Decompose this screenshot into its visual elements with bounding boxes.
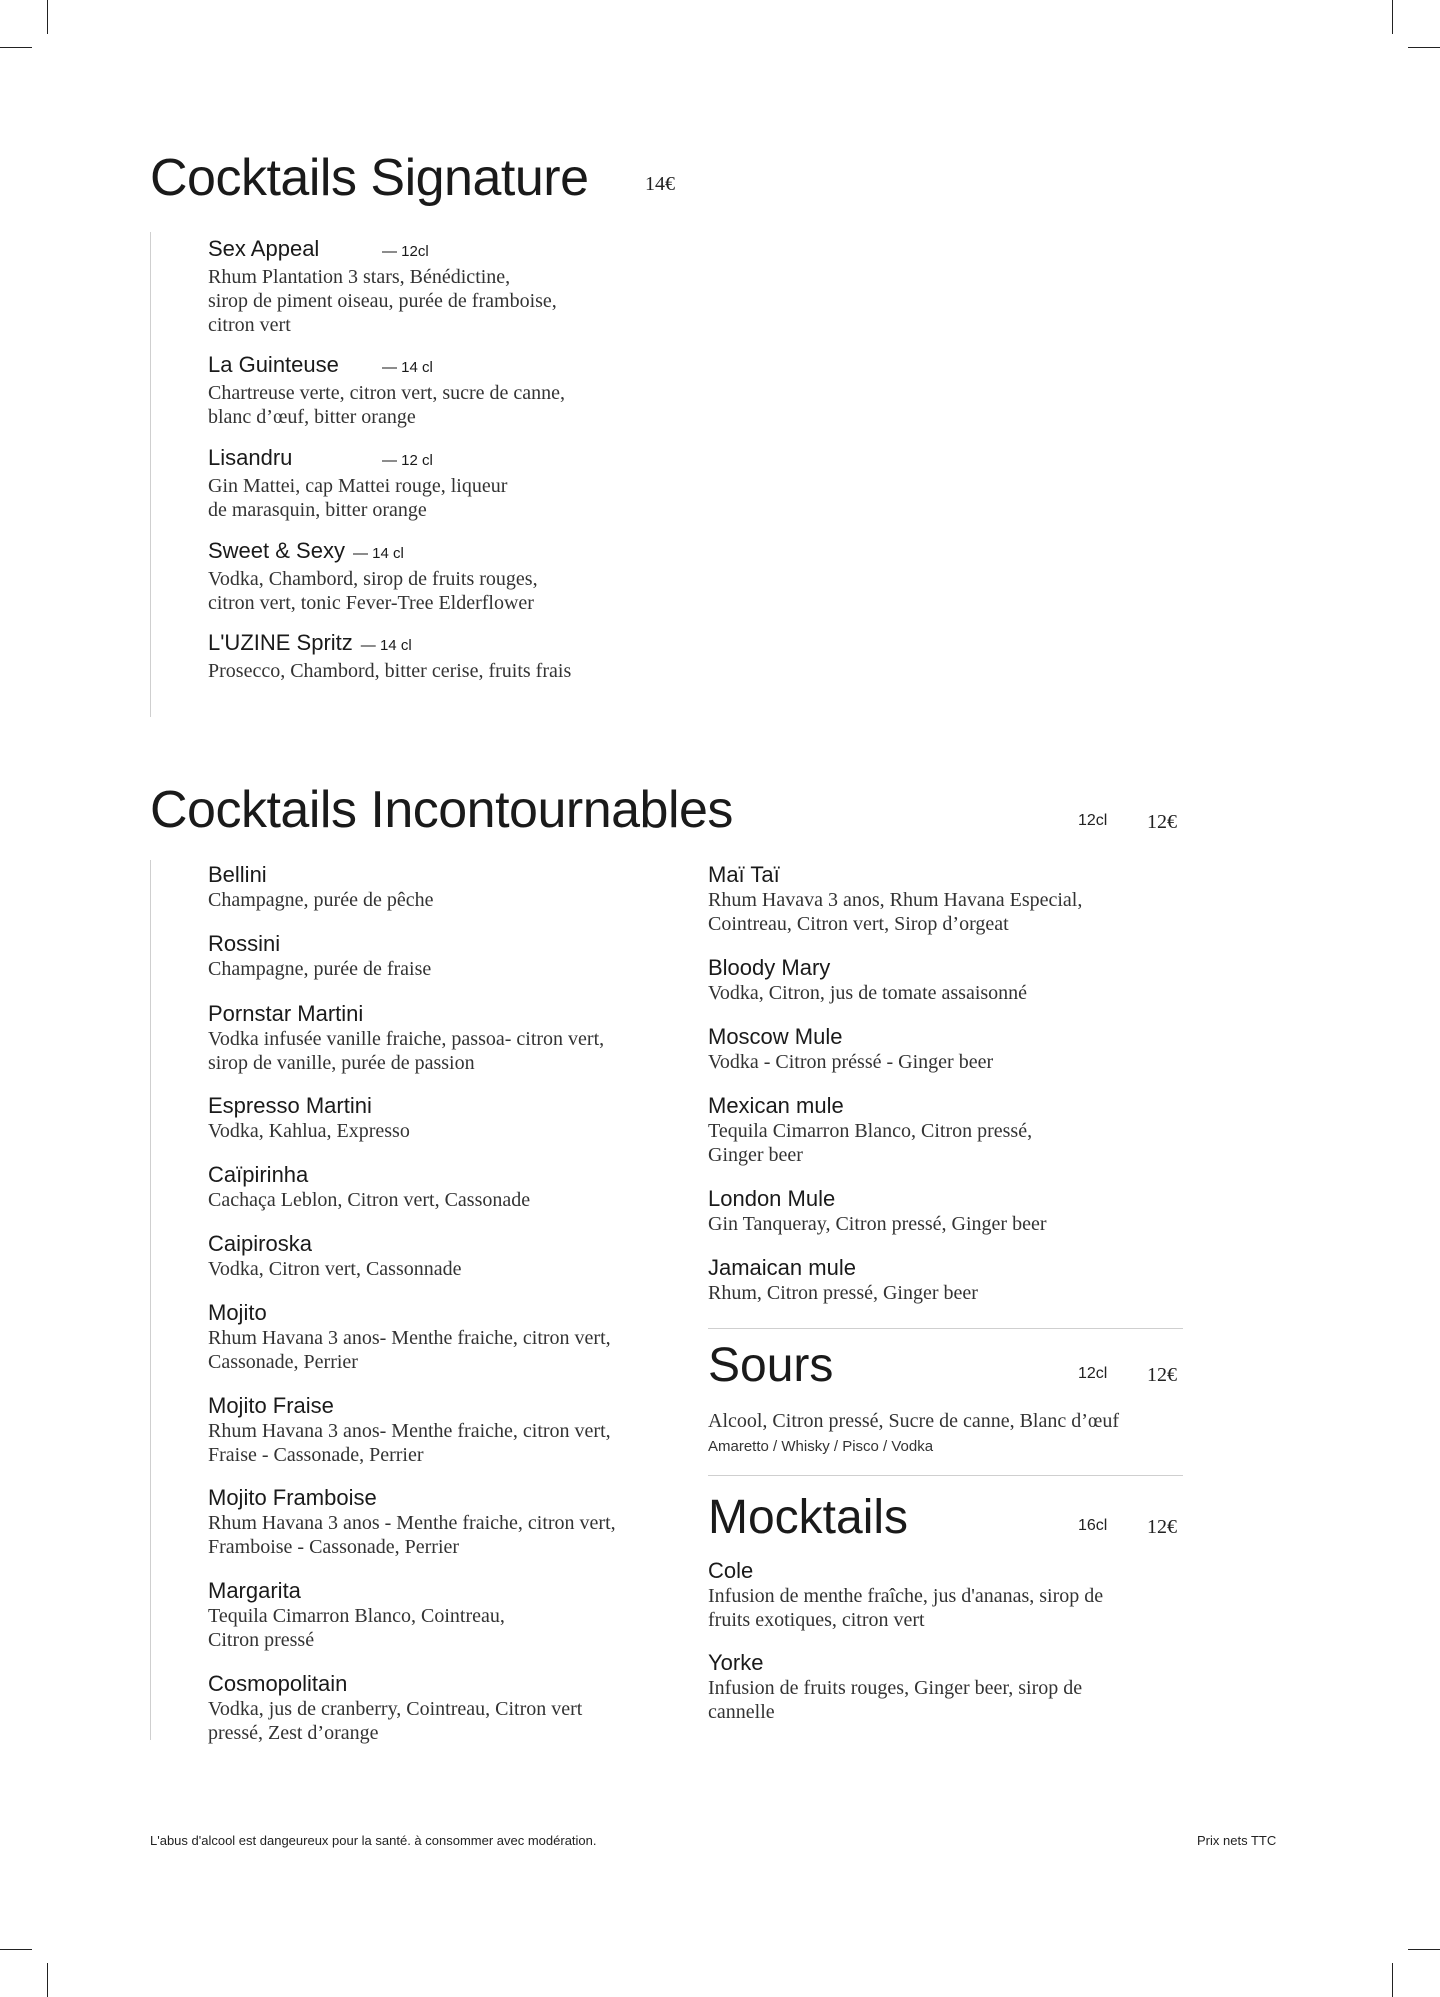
item-description: Chartreuse verte, citron vert, sucre de canne, blanc d’œuf, bitter orange (208, 382, 566, 428)
cocktail-item (208, 931, 688, 981)
signature-divider-line (150, 232, 151, 717)
cocktail-item (208, 1001, 688, 1075)
item-name: L'UZINE Spritz (208, 630, 353, 655)
item-name: Mojito Fraise (208, 1393, 334, 1418)
item-volume: — 12 cl (382, 452, 433, 469)
item-description: Rhum Plantation 3 stars, Bénédictine, sirop de piment oiseau, purée de framboise, citron vert (208, 266, 557, 336)
item-volume: — 14 cl (360, 637, 412, 654)
incontournables-divider-line (150, 860, 151, 1740)
item-description: Prosecco, Chambord, bitter cerise, fruits frais (208, 660, 572, 682)
alcohol-disclaimer: L'abus d'alcool est dangeureux pour la santé. à consommer avec modération. (150, 1833, 597, 1848)
item-name: Lisandru (208, 445, 293, 470)
item-name: Moscow Mule (708, 1024, 843, 1049)
mocktails-price: 12€ (1147, 1516, 1177, 1538)
item-name: Mexican mule (708, 1093, 844, 1118)
item-description: Gin Tanqueray, Citron pressé, Ginger beer (708, 1213, 1047, 1235)
crop-mark (1408, 47, 1440, 48)
item-name: Caipiroska (208, 1231, 312, 1256)
item-description: Champagne, purée de pêche (208, 889, 434, 911)
item-volume: — 14 cl (352, 545, 404, 562)
item-name: Maï Taï (708, 862, 780, 887)
signature-item (208, 445, 768, 522)
item-name: Sweet & Sexy (208, 538, 345, 563)
mocktails-title: Mocktails (708, 1491, 909, 1544)
item-description: Rhum Havana 3 anos- Menthe fraiche, citron vert, Cassonade, Perrier (208, 1327, 611, 1373)
cocktail-item (708, 862, 1188, 936)
prices-note: Prix nets TTC (1197, 1833, 1277, 1848)
item-description: Cachaça Leblon, Citron vert, Cassonade (208, 1189, 531, 1211)
crop-mark (0, 47, 32, 48)
item-name: Margarita (208, 1578, 301, 1603)
item-name: Mojito (208, 1300, 267, 1325)
signature-item (208, 236, 768, 337)
item-description: Rhum, Citron pressé, Ginger beer (708, 1282, 978, 1304)
item-description: Rhum Havana 3 anos- Menthe fraiche, citron vert, Fraise - Cassonade, Perrier (208, 1420, 611, 1466)
item-name: Cosmopolitain (208, 1671, 348, 1696)
item-volume: — 14 cl (382, 359, 433, 376)
item-name: Jamaican mule (708, 1255, 856, 1280)
item-name: Caïpirinha (208, 1162, 309, 1187)
cocktail-item (708, 1024, 1188, 1074)
cocktail-item (708, 1186, 1188, 1236)
cocktail-item (708, 1093, 1188, 1167)
item-name: La Guinteuse (208, 352, 339, 377)
item-volume: — 12cl (382, 243, 429, 260)
cocktail-item (208, 1162, 688, 1212)
item-name: Bellini (208, 862, 267, 887)
item-description: Infusion de menthe fraîche, jus d'ananas, sirop de fruits exotiques, citron vert (708, 1585, 1104, 1631)
item-description: Rhum Havana 3 anos - Menthe fraiche, citron vert, Framboise - Cassonade, Perrier (208, 1512, 616, 1558)
item-description: Vodka, Kahlua, Expresso (208, 1120, 410, 1142)
item-description: Vodka, Citron, jus de tomate assaisonné (708, 982, 1028, 1004)
cocktail-item (208, 1300, 688, 1374)
item-name: Cole (708, 1558, 754, 1583)
sours-variants: Amaretto / Whisky / Pisco / Vodka (708, 1438, 934, 1455)
mocktails-separator (708, 1475, 1183, 1476)
item-description: Vodka, Citron vert, Cassonnade (208, 1258, 462, 1280)
cocktail-item (708, 1255, 1188, 1305)
item-name: Mojito Framboise (208, 1485, 377, 1510)
signature-item (208, 630, 768, 683)
sours-description: Alcool, Citron pressé, Sucre de canne, Blanc d’œuf (708, 1410, 1119, 1432)
item-description: Rhum Havava 3 anos, Rhum Havana Especial, Cointreau, Citron vert, Sirop d’orgeat (708, 889, 1083, 935)
crop-mark (47, 0, 48, 34)
sours-title: Sours (708, 1339, 834, 1392)
item-name: Espresso Martini (208, 1093, 372, 1118)
item-name: Bloody Mary (708, 955, 831, 980)
signature-item (208, 352, 768, 429)
item-name: Sex Appeal (208, 236, 320, 261)
item-name: London Mule (708, 1186, 836, 1211)
cocktail-item (208, 1578, 688, 1652)
cocktail-item (208, 1393, 688, 1467)
item-description: Tequila Cimarron Blanco, Citron pressé, Ginger beer (708, 1120, 1033, 1166)
item-description: Tequila Cimarron Blanco, Cointreau, Citron pressé (208, 1605, 505, 1651)
cocktail-item (208, 862, 688, 912)
crop-mark (1392, 0, 1393, 34)
sours-volume: 12cl (1078, 1365, 1108, 1382)
item-description: Vodka - Citron préssé - Ginger beer (708, 1051, 994, 1073)
item-name: Pornstar Martini (208, 1001, 364, 1026)
crop-mark (1408, 1949, 1440, 1950)
crop-mark (47, 1963, 48, 1997)
mocktails-volume: 16cl (1078, 1517, 1108, 1534)
sours-price: 12€ (1147, 1364, 1177, 1386)
signature-title: Cocktails Signature (150, 149, 589, 207)
item-description: Champagne, purée de fraise (208, 958, 432, 980)
mocktail-item (708, 1558, 1188, 1632)
incontournables-title: Cocktails Incontournables (150, 781, 733, 839)
signature-price: 14€ (645, 173, 675, 195)
cocktail-item (208, 1485, 688, 1559)
cocktail-item (208, 1231, 688, 1281)
item-name: Rossini (208, 931, 281, 956)
cocktail-item (708, 955, 1188, 1005)
incontournables-price: 12€ (1147, 811, 1177, 833)
item-description: Gin Mattei, cap Mattei rouge, liqueur de marasquin, bitter orange (208, 475, 508, 521)
signature-item (208, 538, 768, 615)
cocktail-item (208, 1671, 688, 1745)
item-description: Vodka, Chambord, sirop de fruits rouges, citron vert, tonic Fever-Tree Elderflower (208, 568, 538, 614)
mocktail-item (708, 1650, 1188, 1724)
crop-mark (0, 1949, 32, 1950)
sours-separator (708, 1328, 1183, 1329)
item-name: Yorke (708, 1650, 764, 1675)
item-description: Vodka infusée vanille fraiche, passoa- citron vert, sirop de vanille, purée de passion (208, 1028, 605, 1074)
incontournables-volume: 12cl (1078, 812, 1108, 829)
item-description: Infusion de fruits rouges, Ginger beer, sirop de cannelle (708, 1677, 1083, 1723)
crop-mark (1392, 1963, 1393, 1997)
cocktail-item (208, 1093, 688, 1143)
item-description: Vodka, jus de cranberry, Cointreau, Citron vert pressé, Zest d’orange (208, 1698, 583, 1744)
